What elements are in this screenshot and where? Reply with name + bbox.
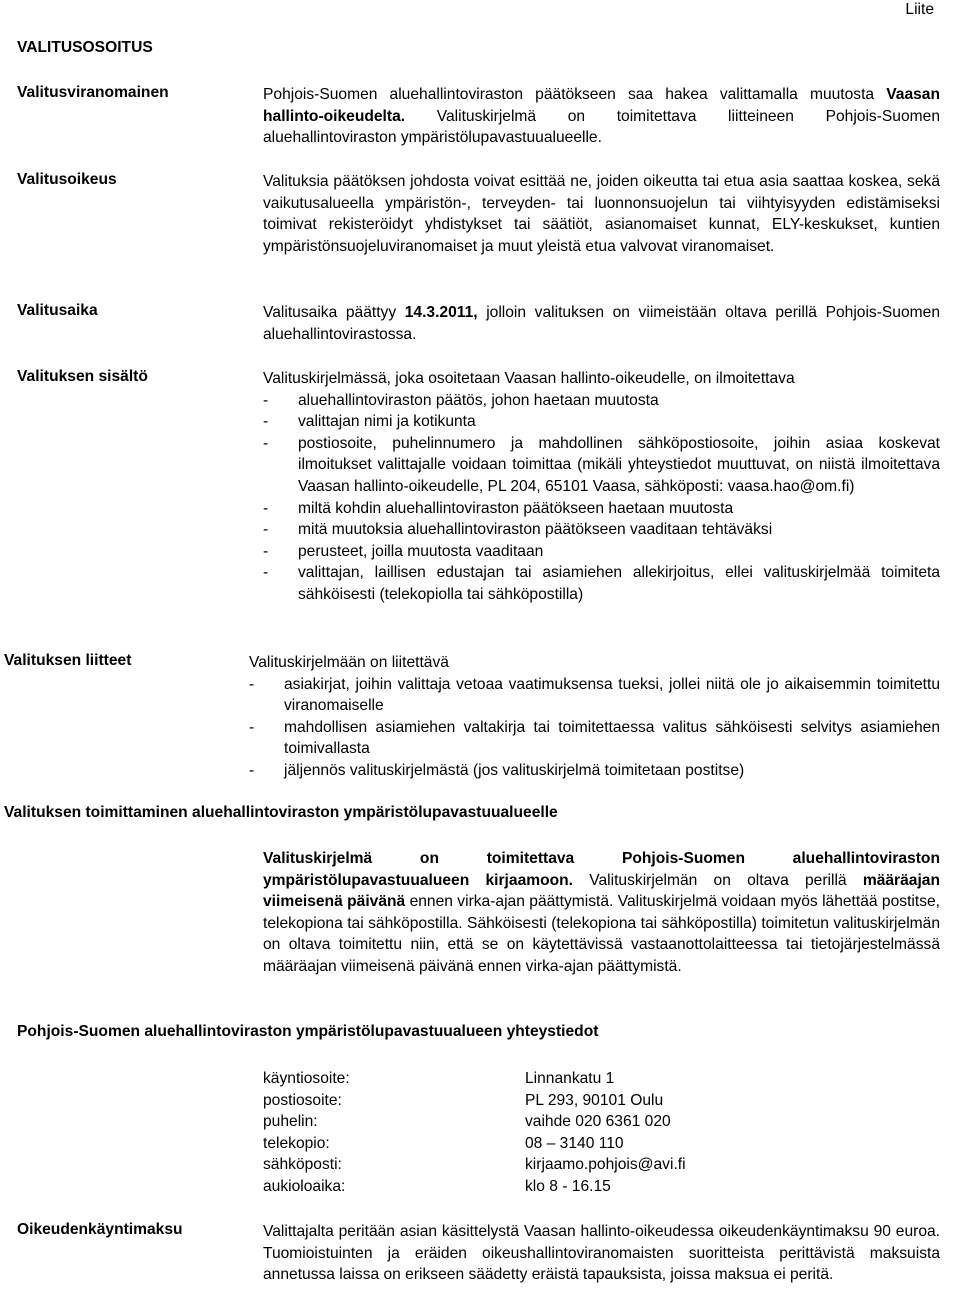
list-item: - jäljennös valituskirjelmästä (jos valituskirjelmä toimitetaan postitse) (249, 760, 940, 782)
list-item: - mitä muutoksia aluehallintoviraston päätökseen vaaditaan tehtäväksi (263, 519, 940, 541)
liitteet-intro: Valituskirjelmään on liitettävä (249, 654, 449, 671)
label-valitusoikeus: Valitusoikeus (17, 171, 117, 188)
text-segment: ennen virka-ajan päättymistä. Valituskirjelmä voidaan myös lähettää postitse, telekopiona tai sähköpostilla. Sähköisesti (telekopiona tai sähköpostilla) toimitetun valituskirjelmän on oltava toimitettu niin, että se on käytettävissä vastaanottolaitteessa tai tietojärjestelmässä määräajan viimeisenä päivänä ennen virka-ajan päättymistä. (263, 893, 941, 975)
contact-key: puhelin: (263, 1113, 318, 1131)
contact-table (263, 1068, 686, 1198)
text-oikeudenkayntimaksu: Valittajalta peritään asian käsittelystä Vaasan hallinto-oikeudessa oikeudenkäyntimaksu 90 euroa. Tuomioistuinten ja eräiden oikeushallintoviranomaisten suoritteista perittävistä maksuista annetussa laissa on erikseen säädetty eräistä tapauksista, joissa maksua ei peritä. (263, 1223, 940, 1284)
contact-value: vaihde 020 6361 020 (525, 1113, 671, 1131)
contact-row (263, 1111, 686, 1133)
text-valitusaika (263, 302, 940, 345)
label-valitusaika: Valitusaika (17, 302, 98, 319)
court-name: Vaasan hallinto-oikeudelta. (263, 86, 940, 125)
text-segment: Valituskirjelmä on toimitettava liitteineen Pohjois-Suomen aluehallintoviraston ympäristölupavastuualueelle. (263, 107, 940, 147)
text-segment: Pohjois-Suomen aluehallintoviraston päätökseen saa hakea valittamalla muutosta (263, 86, 887, 103)
contact-row (263, 1068, 686, 1090)
contact-row (263, 1154, 686, 1176)
contact-key: sähköposti: (263, 1156, 342, 1174)
document-title: VALITUSOSOITUS (17, 39, 153, 56)
label-valituksen-liitteet: Valituksen liitteet (4, 652, 132, 669)
contact-key: postiosoite: (263, 1091, 342, 1109)
liitteet-list (249, 674, 940, 782)
text-valitusoikeus: Valituksia päätöksen johdosta voivat esittää ne, joiden oikeutta tai etua asia saattaa koskea, sekä vaikutusalueella ympäristön-, terveyden- tai luonnonsuojelun tai viihtyisyyden edistämiseksi toimivat rekisteröidyt yhdistykset tai säätiöt, asianomaiset kunnat, ELY-keskukset, kuntien ympäristönsuojeluviranomaiset ja muut yleistä etua valvovat viranomaiset. (263, 173, 940, 255)
contact-value: PL 293, 90101 Oulu (525, 1091, 664, 1109)
contact-key: aukioloaika: (263, 1177, 346, 1195)
contact-row (263, 1176, 686, 1198)
contact-key: käyntiosoite: (263, 1070, 350, 1087)
text-segment: jolloin valituksen on viimeistään oltava perillä Pohjois-Suomen aluehallintovirastossa. (263, 304, 940, 343)
contact-value: klo 8 - 16.15 (525, 1177, 611, 1195)
contact-key: telekopio: (263, 1134, 330, 1152)
label-valitusviranomainen: Valitusviranomainen (17, 84, 169, 101)
list-item: - valittajan, laillisen edustajan tai asiamiehen allekirjoitus, ellei valituskirjelmää toimiteta sähköisesti (telekopiolla tai sähköpostilla) (263, 562, 940, 605)
section-valituksen-liitteet (249, 652, 940, 782)
label-valituksen-sisalto: Valituksen sisältö (17, 368, 148, 385)
sisalto-intro: Valituskirjelmässä, joka osoitetaan Vaasan hallinto-oikeudelle, on ilmoitettava (263, 370, 795, 387)
document-tag: Liite (905, 1, 934, 18)
list-item: - valittajan nimi ja kotikunta (263, 411, 940, 433)
heading-toimittaminen: Valituksen toimittaminen aluehallintoviraston ympäristölupavastuualueelle (4, 804, 558, 821)
deadline-date: 14.3.2011, (404, 304, 478, 321)
text-valitusviranomainen (263, 84, 940, 149)
text-segment: Valitusaika päättyy (263, 304, 405, 321)
heading-yhteystiedot: Pohjois-Suomen aluehallintoviraston ympäristölupavastuualueen yhteystiedot (17, 1023, 599, 1040)
contact-row (263, 1133, 686, 1155)
text-emphasis: Valituskirjelmä on toimitettava Pohjois-Suomen aluehallintoviraston ympäristölupavastuualueen kirjaamoon. (263, 850, 940, 889)
list-item: - postiosoite, puhelinnumero ja mahdollinen sähköpostiosoite, joihin asiaa koskevat ilmoitukset valittajalle voidaan toimittaa (mikäli yhteystiedot muuttuvat, on niistä ilmoitettava Vaasan hallinto-oikeudelle, PL 204, 65101 Vaasa, sähköposti: vaasa.hao@om.fi) (263, 433, 940, 498)
sisalto-list (263, 390, 940, 606)
list-item: - mahdollisen asiamiehen valtakirja tai toimitettaessa valitus sähköisesti selvitys asiamiehen toimivallasta (249, 717, 940, 760)
list-item: - asiakirjat, joihin valittaja vetoaa vaatimuksensa tueksi, jollei niitä ole jo aikaisemmin toimitettu viranomaiselle (249, 674, 940, 717)
list-item: - perusteet, joilla muutosta vaaditaan (263, 541, 940, 563)
contact-row (263, 1090, 686, 1112)
text-emphasis: määräajan viimeisenä päivänä (263, 871, 940, 911)
text-toimittaminen (263, 848, 940, 978)
section-valituksen-sisalto (263, 368, 940, 606)
contact-value: kirjaamo.pohjois@avi.fi (525, 1156, 686, 1174)
list-item: - aluehallintoviraston päätös, johon haetaan muutosta (263, 390, 940, 412)
list-item: - miltä kohdin aluehallintoviraston päätökseen haetaan muutosta (263, 498, 940, 520)
text-segment: Valituskirjelmän on oltava perillä (573, 871, 863, 889)
label-oikeudenkayntimaksu: Oikeudenkäyntimaksu (17, 1221, 183, 1238)
contact-value: Linnankatu 1 (525, 1070, 615, 1087)
contact-value: 08 – 3140 110 (525, 1134, 624, 1152)
